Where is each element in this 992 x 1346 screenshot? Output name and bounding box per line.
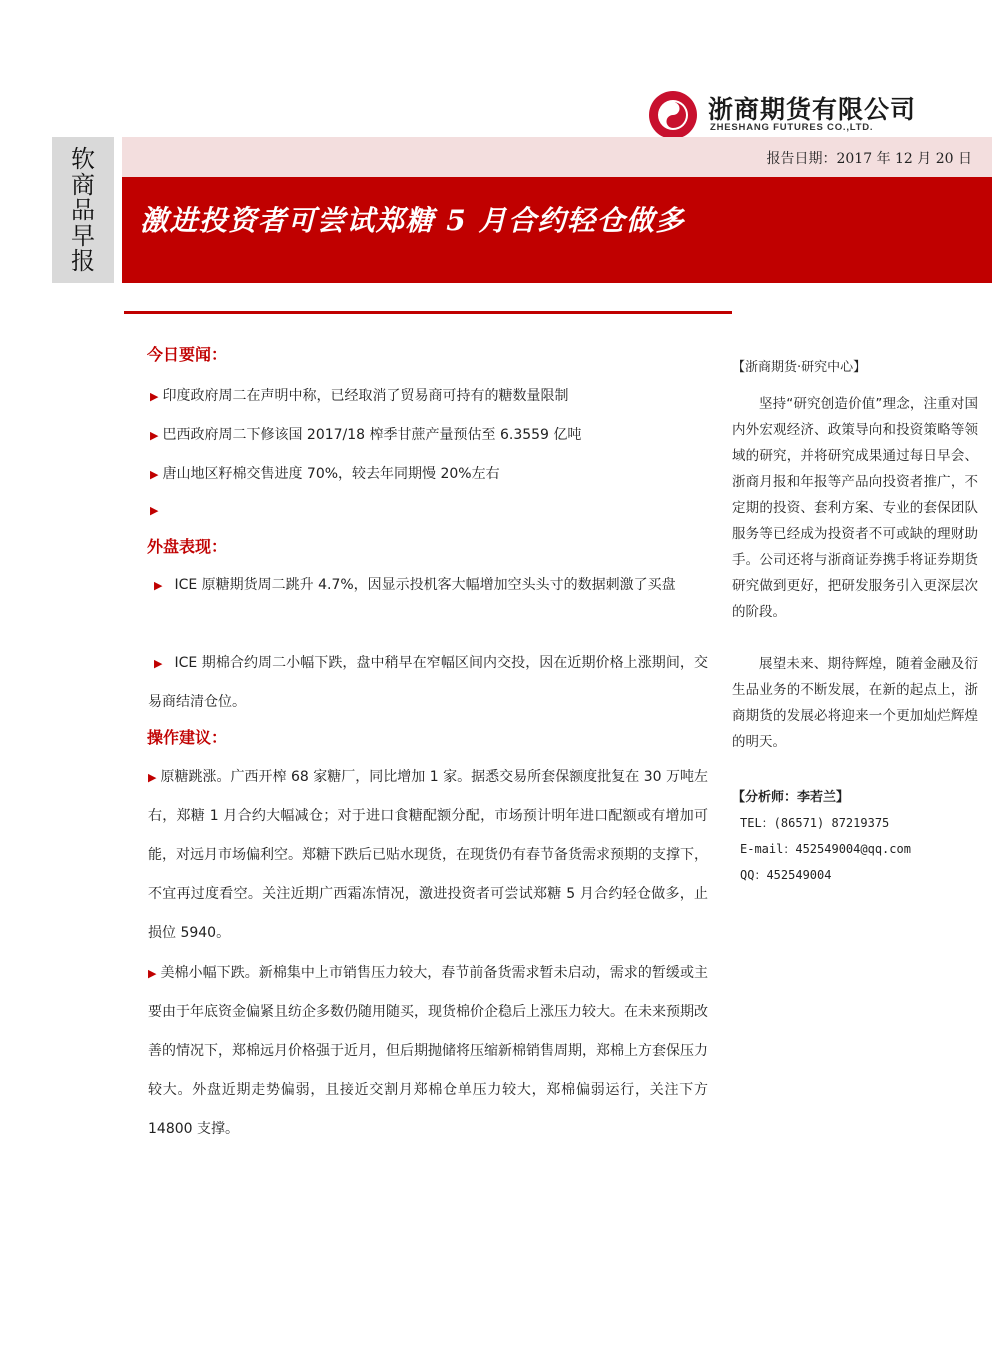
report-type-char: 软	[71, 145, 95, 173]
bullet-icon: ▶	[154, 579, 163, 592]
news-heading: 今日要闻：	[147, 345, 228, 364]
org-heading: 【浙商期货·研究中心】	[732, 360, 867, 375]
report-date: 报告日期：2017 年 12 月 20 日	[766, 151, 972, 167]
news-item: ▶ 巴西政府周二下修该国 2017/18 榨季甘蔗产量预估至 6.3559 亿吨	[150, 427, 582, 443]
analyst-heading: 【分析师：李若兰】	[732, 790, 850, 805]
report-type-text	[52, 147, 114, 275]
advice-heading: 操作建议：	[147, 728, 228, 747]
bullet-icon: ▶	[150, 468, 159, 481]
company-name-cn: 浙商期货有限公司	[708, 95, 917, 124]
overseas-item: ▶ ICE 期棉合约周二小幅下跌，盘中稍早在窄幅区间内交投，因在近期价格上涨期间，交易商结清仓位。	[148, 655, 708, 710]
company-logo	[648, 90, 928, 138]
bullet-icon: ▶	[150, 429, 159, 442]
report-type-char: 品	[71, 196, 95, 224]
overseas-item: ▶ ICE 原糖期货周二跳升 4.7%，因显示投机客大幅增加空头头寸的数据刺激了买盘	[154, 577, 676, 593]
zheshang-logo-icon	[648, 90, 698, 140]
bullet-icon: ▶	[148, 771, 157, 784]
date-band	[122, 137, 992, 177]
news-item: ▶ 印度政府周二在声明中称，已经取消了贸易商可持有的糖数量限制	[150, 388, 569, 404]
news-item: ▶ 唐山地区籽棉交售进度 70%，较去年同期慢 20%左右	[150, 466, 500, 482]
report-type-label	[52, 137, 114, 283]
report-type-char: 报	[71, 247, 95, 275]
overseas-heading: 外盘表现：	[147, 537, 228, 556]
analyst-qq: QQ：452549004	[740, 868, 832, 882]
org-intro: 坚持“研究创造价值”理念，注重对国内外宏观经济、政策导向和投资策略等领域的研究，并将研究成果通过每日早会、浙商月报和年报等产品向投资者推广，不定期的投资、套利方案、专业的套保团队服务等已经成为投资者不可或缺的理财助手。公司还将与浙商证券携手将证券期货研究做到更好，把研发服务引入更深层次的阶段。	[732, 396, 978, 620]
analyst-phone: TEL：(86571) 87219375	[740, 816, 890, 830]
report-type-char: 早	[71, 221, 95, 250]
bullet-icon: ▶	[154, 657, 163, 670]
title-banner	[122, 177, 992, 283]
advice-sugar: ▶ 原糖跳涨。广西开榨 68 家糖厂，同比增加 1 家。据悉交易所套保额度批复在 30 万吨左右，郑糖 1 月合约大幅减仓；对于进口食糖配额分配，市场预计明年进口配额或有增加可能，对远月市场偏利空。郑糖下跌后已贴水现货，在现货仍有春节备货需求预期的支撑下，不宜再过度看空。关注近期广西霜冻情况，激进投资者可尝试郑糖 5 月合约轻仓做多，止损位 5940。	[148, 769, 708, 941]
section-divider	[124, 311, 732, 314]
bullet-icon: ▶	[150, 504, 159, 517]
report-type-char: 商	[71, 170, 95, 199]
bullet-icon: ▶	[148, 967, 157, 980]
report-title: 激进投资者可尝试郑糖 5 月合约轻仓做多	[140, 204, 685, 237]
bullet-icon: ▶	[150, 390, 159, 403]
org-outlook: 展望未来、期待辉煌，随着金融及衍生品业务的不断发展，在新的起点上，浙商期货的发展必将迎来一个更加灿烂辉煌的明天。	[732, 656, 978, 750]
news-item-empty	[150, 502, 162, 518]
company-name-en: ZHESHANG FUTURES CO.,LTD.	[710, 122, 874, 133]
analyst-email: E-mail：452549004@qq.com	[740, 842, 911, 856]
advice-cotton: ▶ 美棉小幅下跌。新棉集中上市销售压力较大，春节前备货需求暂未启动，需求的暂缓或主要由于年底资金偏紧且纺企多数仍随用随买，现货棉价企稳后上涨压力较大。在未来预期改善的情况下，郑棉远月价格强于近月，但后期抛储将压缩新棉销售周期，郑棉上方套保压力较大。外盘近期走势偏弱，且接近交割月郑棉仓单压力较大，郑棉偏弱运行，关注下方 14800 支撑。	[148, 965, 708, 1137]
